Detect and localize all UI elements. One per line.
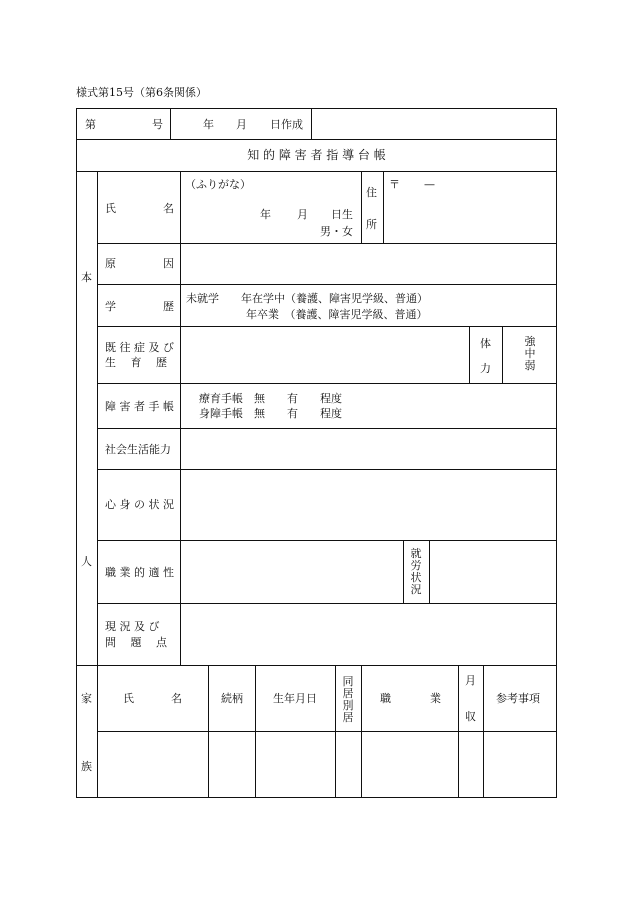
table-border-top <box>76 108 557 109</box>
physical-label-bottom: 力 <box>480 362 491 375</box>
family-col-cohabit: 同居別居 <box>342 675 354 724</box>
family-label-bottom: 族 <box>81 760 92 773</box>
name-label-b: 名 <box>163 202 174 215</box>
table-border-right <box>556 108 557 798</box>
family-col-birthdate: 生年月日 <box>273 692 317 705</box>
family-col-occupation-a: 職 <box>380 692 391 705</box>
date-year: 年 <box>203 118 214 131</box>
family-label-top: 家 <box>81 692 92 705</box>
family-col-notes: 参考事項 <box>496 692 540 705</box>
handbook-label: 障 害 者 手 帳 <box>105 400 174 413</box>
number-label-b: 号 <box>152 118 163 131</box>
sex-select: 男・女 <box>320 225 353 238</box>
mind-body-label: 心 身 の 状 況 <box>105 498 174 511</box>
number-label-a: 第 <box>85 118 96 131</box>
name-label-a: 氏 <box>105 202 116 215</box>
birth-day: 日生 <box>331 208 353 221</box>
medical-label-line-1: 既 往 症 及 び <box>105 341 174 354</box>
ledger-title: 知 的 障 害 者 指 導 台 帳 <box>247 148 386 162</box>
form-number: 様式第15号（第6条関係） <box>76 86 207 99</box>
family-col-name-a: 氏 <box>123 692 134 705</box>
family-col-income-bottom: 収 <box>465 710 476 723</box>
person-label-top: 本 <box>81 271 92 284</box>
education-line-2: 年卒業 （養護、障害児学級、普通） <box>246 308 428 321</box>
address-label-top: 住 <box>366 186 377 199</box>
work-status-label: 就労状況 <box>410 547 422 596</box>
handbook-line-1: 療育手帳 無 有 程度 <box>199 392 342 405</box>
education-label-b: 歴 <box>163 300 174 313</box>
date-month: 月 <box>236 118 247 131</box>
education-label-a: 学 <box>105 300 116 313</box>
status-label-line-2: 問 題 点 <box>105 636 167 649</box>
family-col-income-top: 月 <box>465 674 476 687</box>
cause-label-b: 因 <box>163 257 174 270</box>
physical-label-top: 体 <box>480 337 491 350</box>
birth-month: 月 <box>297 208 308 221</box>
strength-options: 強中弱 <box>524 335 536 372</box>
table-border-left <box>76 108 77 798</box>
handbook-line-2: 身障手帳 無 有 程度 <box>199 407 342 420</box>
family-col-name-b: 名 <box>171 692 182 705</box>
birth-year: 年 <box>260 208 271 221</box>
postal-dash: — <box>424 178 435 191</box>
vocation-label: 職 業 的 適 性 <box>105 566 174 579</box>
social-label: 社会生活能力 <box>105 443 171 456</box>
postal-mark: 〒 <box>389 178 400 191</box>
medical-label-line-2: 生 育 歴 <box>105 356 167 369</box>
date-day-made: 日作成 <box>270 118 303 131</box>
status-label-line-1: 現 況 及 び <box>105 620 160 633</box>
address-label-bottom: 所 <box>366 218 377 231</box>
furigana-label: （ふりがな） <box>185 178 251 191</box>
education-line-1: 未就学 年在学中（養護、障害児学級、普通） <box>186 292 428 305</box>
cause-label-a: 原 <box>105 257 116 270</box>
family-col-occupation-b: 業 <box>430 692 441 705</box>
person-label-bottom: 人 <box>81 555 92 568</box>
family-col-relation: 続柄 <box>221 692 243 705</box>
table-border-bottom <box>76 797 557 798</box>
